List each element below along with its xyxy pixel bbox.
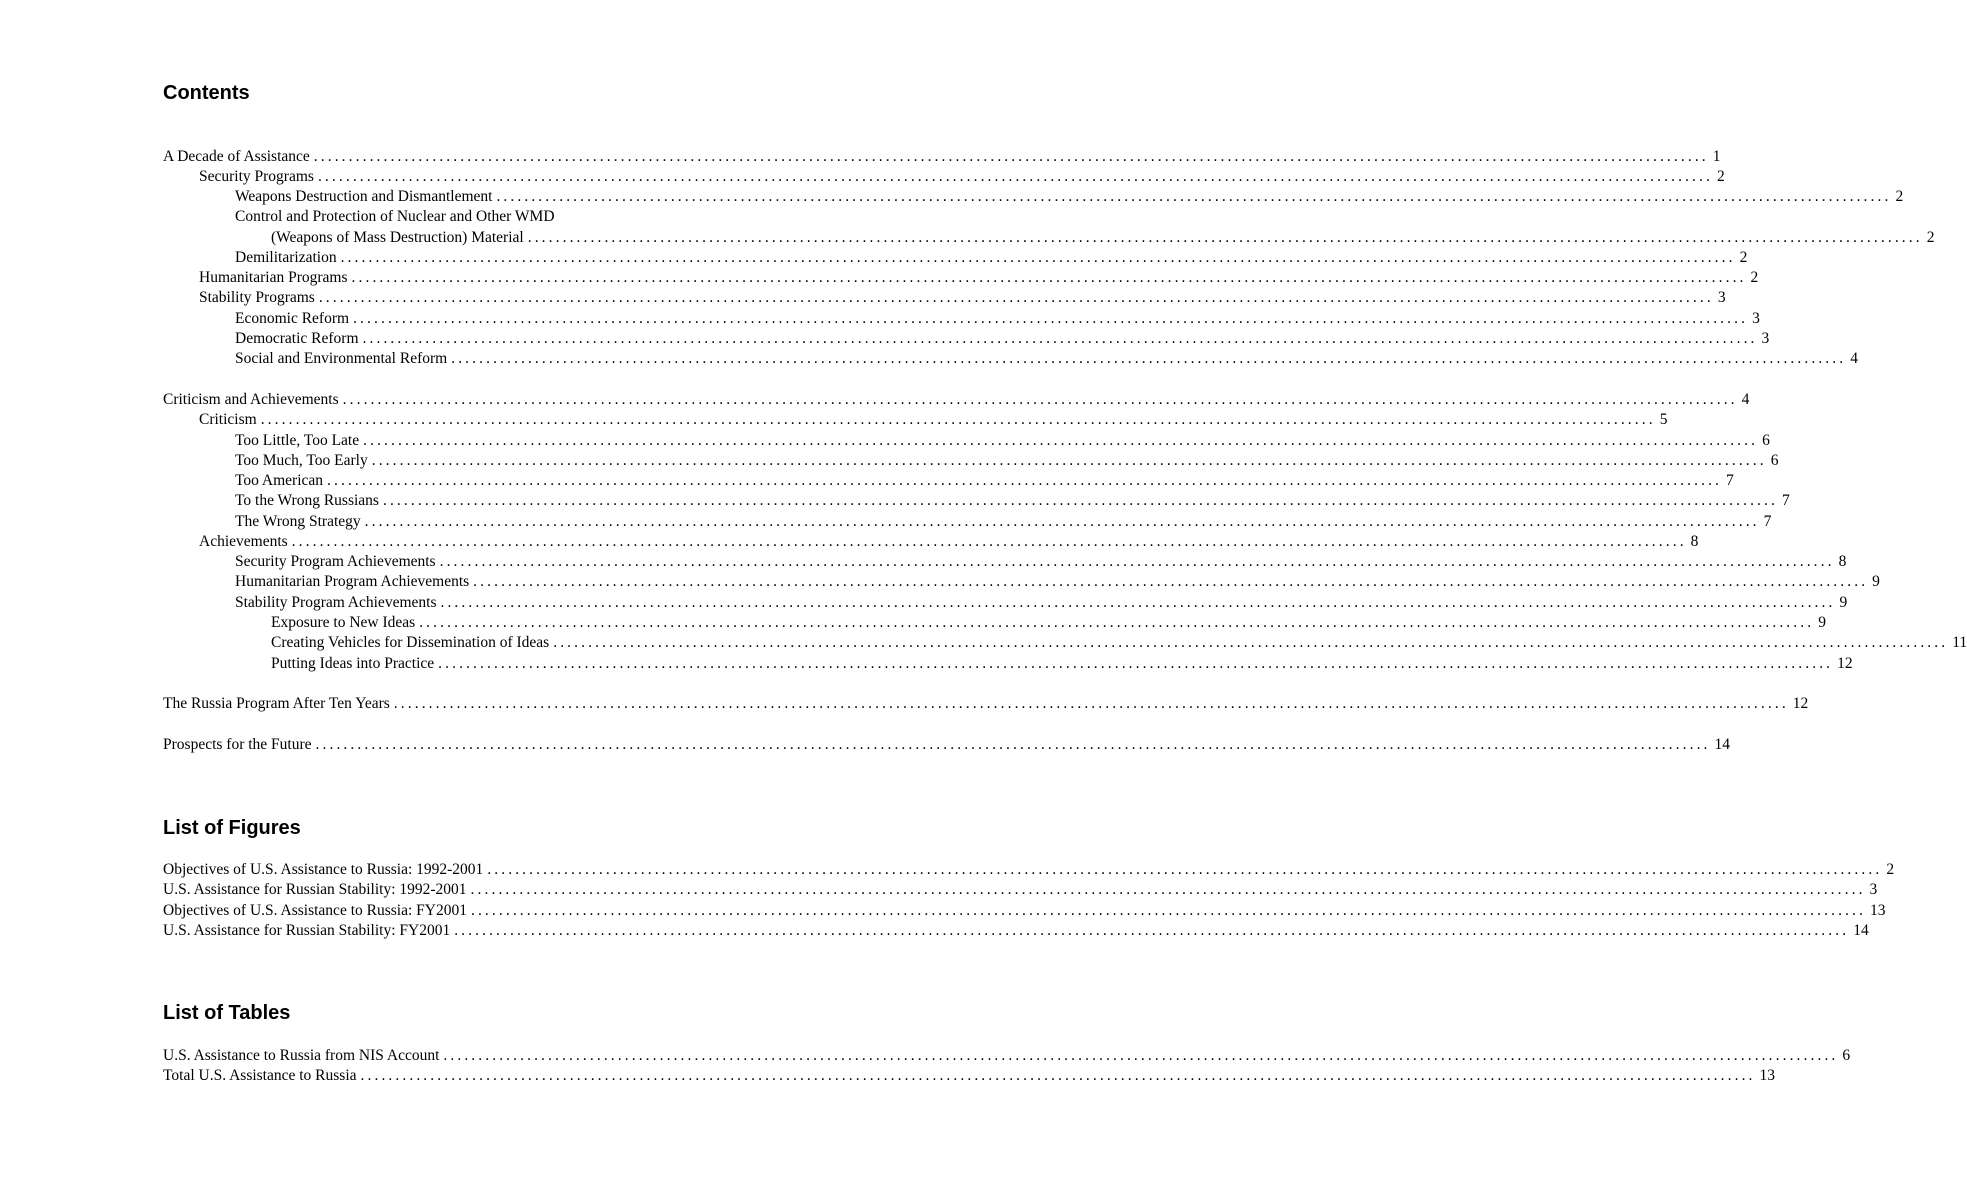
dot-leader: ........................................................................................................................................................................................................ <box>473 573 1869 590</box>
toc-entry-page: 7 <box>1763 513 1772 530</box>
toc-entry-page: 3 <box>1717 289 1726 306</box>
toc-entry[interactable] <box>163 248 1748 268</box>
toc-entry[interactable] <box>163 471 1734 491</box>
toc-entry-title: Democratic Reform <box>235 330 359 347</box>
toc-entry[interactable] <box>163 268 1759 288</box>
toc-entry-title: The Wrong Strategy <box>235 513 361 530</box>
toc-entry-title: Too Little, Too Late <box>235 432 360 449</box>
toc-entry[interactable] <box>163 431 1770 451</box>
toc-entry-title: The Russia Program After Ten Years <box>163 695 390 712</box>
toc-entry-page: 4 <box>1850 350 1858 367</box>
toc-entry[interactable] <box>163 187 1904 207</box>
toc-entry-title: Total U.S. Assistance to Russia <box>163 1067 357 1084</box>
dot-leader: ........................................................................................................................................................................................................ <box>313 148 1709 165</box>
toc-entry-title: To the Wrong Russians <box>235 492 379 509</box>
toc-entry-title: Criticism <box>199 411 257 428</box>
dot-leader: ........................................................................................................................................................................................................ <box>291 533 1687 550</box>
toc-entry[interactable] <box>163 228 1935 248</box>
toc-entry[interactable] <box>163 901 1886 921</box>
dot-leader: ........................................................................................................................................................................................................ <box>439 553 1835 570</box>
toc-entry[interactable] <box>163 1066 1776 1086</box>
toc-entry[interactable] <box>163 288 1726 308</box>
dot-leader: ........................................................................................................................................................................................................ <box>451 350 1847 367</box>
toc-entry-page: 4 <box>1741 391 1750 408</box>
toc-entry[interactable] <box>163 694 1809 714</box>
toc-entry-page: 13 <box>1759 1067 1776 1084</box>
toc-entry-page: 2 <box>1886 861 1895 878</box>
toc-entry-page: 14 <box>1714 736 1731 753</box>
dot-leader: ........................................................................................................................................................................................................ <box>393 695 1789 712</box>
toc-entry[interactable] <box>163 390 1750 410</box>
toc-entry[interactable] <box>163 921 1869 941</box>
toc-entry-title: Security Programs <box>199 168 314 185</box>
toc-entry-page: 8 <box>1690 533 1699 550</box>
dot-leader: ........................................................................................................................................................................................................ <box>553 634 1949 651</box>
toc-entry[interactable] <box>163 613 1826 633</box>
toc-entry-page: 2 <box>1716 168 1725 185</box>
dot-leader: ........................................................................................................................................................................................................ <box>454 922 1850 939</box>
toc-entry[interactable] <box>163 880 1878 900</box>
dot-leader: ........................................................................................................................................................................................................ <box>438 655 1834 672</box>
toc-entry-title: U.S. Assistance to Russia from NIS Account <box>163 1047 440 1064</box>
dot-leader: ........................................................................................................................................................................................................ <box>527 229 1923 246</box>
dot-leader: ........................................................................................................................................................................................................ <box>260 411 1656 428</box>
toc-entry[interactable] <box>163 451 1779 471</box>
toc-entry-title: Exposure to New Ideas <box>271 614 416 631</box>
toc-entry[interactable] <box>163 349 1858 369</box>
toc-entry-page: 6 <box>1762 432 1770 449</box>
toc-entry[interactable] <box>163 491 1790 511</box>
dot-leader: ........................................................................................................................................................................................................ <box>351 269 1747 286</box>
toc-entry[interactable] <box>163 735 1731 755</box>
contents-heading: Contents <box>163 82 250 104</box>
toc-entry-title: (Weapons of Mass Destruction) Material <box>271 229 524 246</box>
toc-entry-title: Demilitarization <box>235 249 337 266</box>
dot-leader: ........................................................................................................................................................................................................ <box>353 310 1749 327</box>
toc-entry-title: Too Much, Too Early <box>235 452 368 469</box>
toc-entry[interactable] <box>163 593 1848 613</box>
toc-entry-title: Control and Protection of Nuclear and Other WMD <box>235 208 555 225</box>
dot-leader: ........................................................................................................................................................................................................ <box>382 492 1778 509</box>
dot-leader: ........................................................................................................................................................................................................ <box>496 188 1892 205</box>
toc-entry[interactable] <box>163 329 1770 349</box>
dot-leader: ........................................................................................................................................................................................................ <box>440 594 1836 611</box>
toc-entry-page: 3 <box>1761 330 1770 347</box>
toc-entry-title: Stability Programs <box>199 289 315 306</box>
toc-entry-title: U.S. Assistance for Russian Stability: 1992-2001 <box>163 881 467 898</box>
toc-entry-title: Criticism and Achievements <box>163 391 339 408</box>
toc-entry-title: Humanitarian Programs <box>199 269 348 286</box>
toc-entry-title: A Decade of Assistance <box>163 148 310 165</box>
toc-entry[interactable] <box>163 147 1721 167</box>
dot-leader: ........................................................................................................................................................................................................ <box>362 330 1758 347</box>
toc-entry[interactable] <box>163 572 1880 592</box>
toc-entry-page: 2 <box>1739 249 1748 266</box>
dot-leader: ........................................................................................................................................................................................................ <box>443 1047 1839 1064</box>
toc-entry-page: 7 <box>1781 492 1790 509</box>
toc-entry-page: 2 <box>1895 188 1904 205</box>
toc-entry-title: Too American <box>235 472 324 489</box>
toc-entry-title: Putting Ideas into Practice <box>271 655 435 672</box>
toc-entry[interactable] <box>163 410 1668 430</box>
dot-leader: ........................................................................................................................................................................................................ <box>327 472 1723 489</box>
toc-entry-title: Humanitarian Program Achievements <box>235 573 470 590</box>
toc-entry-page: 2 <box>1750 269 1759 286</box>
toc-entry-page: 14 <box>1853 922 1869 939</box>
toc-entry-page: 9 <box>1818 614 1826 631</box>
dot-leader: ........................................................................................................................................................................................................ <box>364 513 1760 530</box>
dot-leader: ........................................................................................................................................................................................................ <box>371 452 1767 469</box>
toc-entry[interactable] <box>163 860 1895 880</box>
toc-entry-page: 6 <box>1770 452 1779 469</box>
dot-leader: ........................................................................................................................................................................................................ <box>360 1067 1756 1084</box>
dot-leader: ........................................................................................................................................................................................................ <box>318 289 1714 306</box>
toc-entry[interactable] <box>163 167 1725 187</box>
toc-entry-page: 8 <box>1838 553 1847 570</box>
toc-entry-title: Creating Vehicles for Dissemination of Ideas <box>271 634 550 651</box>
toc-entry-title: Weapons Destruction and Dismantlement <box>235 188 493 205</box>
dot-leader: ........................................................................................................................................................................................................ <box>317 168 1713 185</box>
toc-entry-page: 9 <box>1872 573 1880 590</box>
toc-entry-title: Prospects for the Future <box>163 736 312 753</box>
toc-entry-title: Objectives of U.S. Assistance to Russia: 1992-2001 <box>163 861 484 878</box>
dot-leader: ........................................................................................................................................................................................................ <box>315 736 1711 753</box>
toc-entry-title: Stability Program Achievements <box>235 594 437 611</box>
toc-entry-page: 12 <box>1837 655 1853 672</box>
dot-leader: ........................................................................................................................................................................................................ <box>470 902 1866 919</box>
dot-leader: ........................................................................................................................................................................................................ <box>363 432 1759 449</box>
toc-entry-page: 3 <box>1869 881 1878 898</box>
dot-leader: ........................................................................................................................................................................................................ <box>487 861 1883 878</box>
dot-leader: ........................................................................................................................................................................................................ <box>470 881 1866 898</box>
toc-entry-page: 12 <box>1792 695 1809 712</box>
figures-heading: List of Figures <box>163 817 301 839</box>
dot-leader: ........................................................................................................................................................................................................ <box>419 614 1815 631</box>
toc-entry-page: 13 <box>1869 902 1886 919</box>
toc-entry[interactable] <box>163 207 758 227</box>
toc-entry-page: 5 <box>1659 411 1668 428</box>
toc-entry-page: 3 <box>1752 310 1760 327</box>
dot-leader: ........................................................................................................................................................................................................ <box>342 391 1738 408</box>
toc-entry-page: 6 <box>1842 1047 1851 1064</box>
toc-entry-title: Objectives of U.S. Assistance to Russia: FY2001 <box>163 902 467 919</box>
toc-entry-page: 2 <box>1926 229 1935 246</box>
toc-entry-title: Security Program Achievements <box>235 553 436 570</box>
toc-entry[interactable] <box>163 633 1967 653</box>
toc-entry[interactable] <box>163 552 1847 572</box>
toc-entry[interactable] <box>163 654 1853 674</box>
toc-entry[interactable] <box>163 512 1772 532</box>
toc-entry[interactable] <box>163 1046 1851 1066</box>
toc-entry-title: Economic Reform <box>235 310 350 327</box>
toc-entry-title: U.S. Assistance for Russian Stability: FY2001 <box>163 922 451 939</box>
tables-heading: List of Tables <box>163 1002 291 1024</box>
toc-entry[interactable] <box>163 532 1699 552</box>
toc-entry-page: 7 <box>1726 472 1734 489</box>
toc-entry[interactable] <box>163 309 1760 329</box>
toc-entry-title: Social and Environmental Reform <box>235 350 448 367</box>
toc-entry-page: 11 <box>1952 634 1967 651</box>
toc-entry-page: 1 <box>1712 148 1721 165</box>
toc-entry-page: 9 <box>1839 594 1848 611</box>
toc-entry-title: Achievements <box>199 533 288 550</box>
dot-leader: ........................................................................................................................................................................................................ <box>340 249 1736 266</box>
